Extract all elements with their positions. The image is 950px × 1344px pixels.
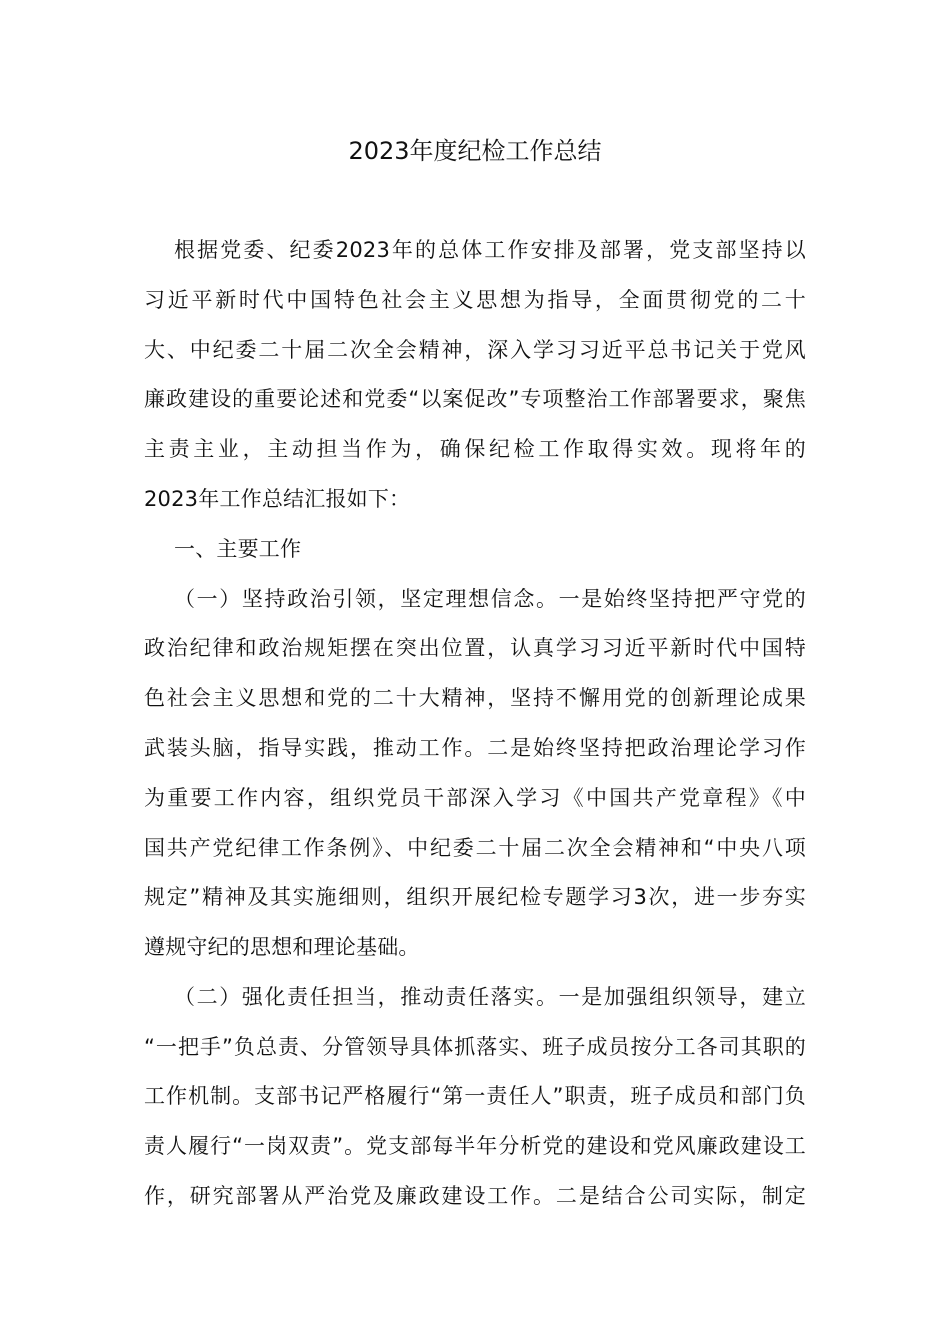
paragraph-line: 廉政建设的重要论述和党委“以案促改”专项整治工作部署要求，聚焦	[144, 387, 806, 411]
paragraph-line: （一）坚持政治引领，坚定理想信念。一是始终坚持把严守党的	[174, 587, 806, 611]
paragraph-line: 根据党委、纪委2023年的总体工作安排及部署，党支部坚持以	[174, 238, 806, 262]
paragraph-line: 国共产党纪律工作条例》、中纪委二十届二次全会精神和“中央八项	[144, 836, 806, 860]
paragraph-line: 规定”精神及其实施细则，组织开展纪检专题学习3次，进一步夯实	[144, 885, 806, 909]
paragraph-line: 主责主业，主动担当作为，确保纪检工作取得实效。现将年的	[144, 437, 806, 461]
paragraph-line: 习近平新时代中国特色社会主义思想为指导，全面贯彻党的二十	[144, 288, 806, 312]
paragraph-line: （二）强化责任担当，推动责任落实。一是加强组织领导，建立	[174, 985, 806, 1009]
paragraph-line: 2023年工作总结汇报如下：	[144, 487, 411, 511]
paragraph-line: 色社会主义思想和党的二十大精神，坚持不懈用党的创新理论成果	[144, 686, 806, 710]
paragraph-line: 武装头脑，指导实践，推动工作。二是始终坚持把政治理论学习作	[144, 736, 806, 760]
paragraph-line: 作，研究部署从严治党及廉政建设工作。二是结合公司实际，制定	[144, 1184, 806, 1208]
section-heading: 一、主要工作	[174, 537, 302, 561]
document-title: 2023年度纪检工作总结	[348, 137, 602, 165]
paragraph-line: 为重要工作内容，组织党员干部深入学习《中国共产党章程》《中	[144, 786, 806, 810]
paragraph-line: 遵规守纪的思想和理论基础。	[144, 935, 420, 959]
paragraph-line: 工作机制。支部书记严格履行“第一责任人”职责，班子成员和部门负	[144, 1084, 806, 1108]
paragraph-line: 大、中纪委二十届二次全会精神，深入学习习近平总书记关于党风	[144, 338, 806, 362]
paragraph-line: 责人履行“一岗双责”。党支部每半年分析党的建设和党风廉政建设工	[144, 1134, 806, 1158]
paragraph-line: “一把手”负总责、分管领导具体抓落实、班子成员按分工各司其职的	[144, 1035, 806, 1059]
paragraph-line: 政治纪律和政治规矩摆在突出位置，认真学习习近平新时代中国特	[144, 636, 806, 660]
